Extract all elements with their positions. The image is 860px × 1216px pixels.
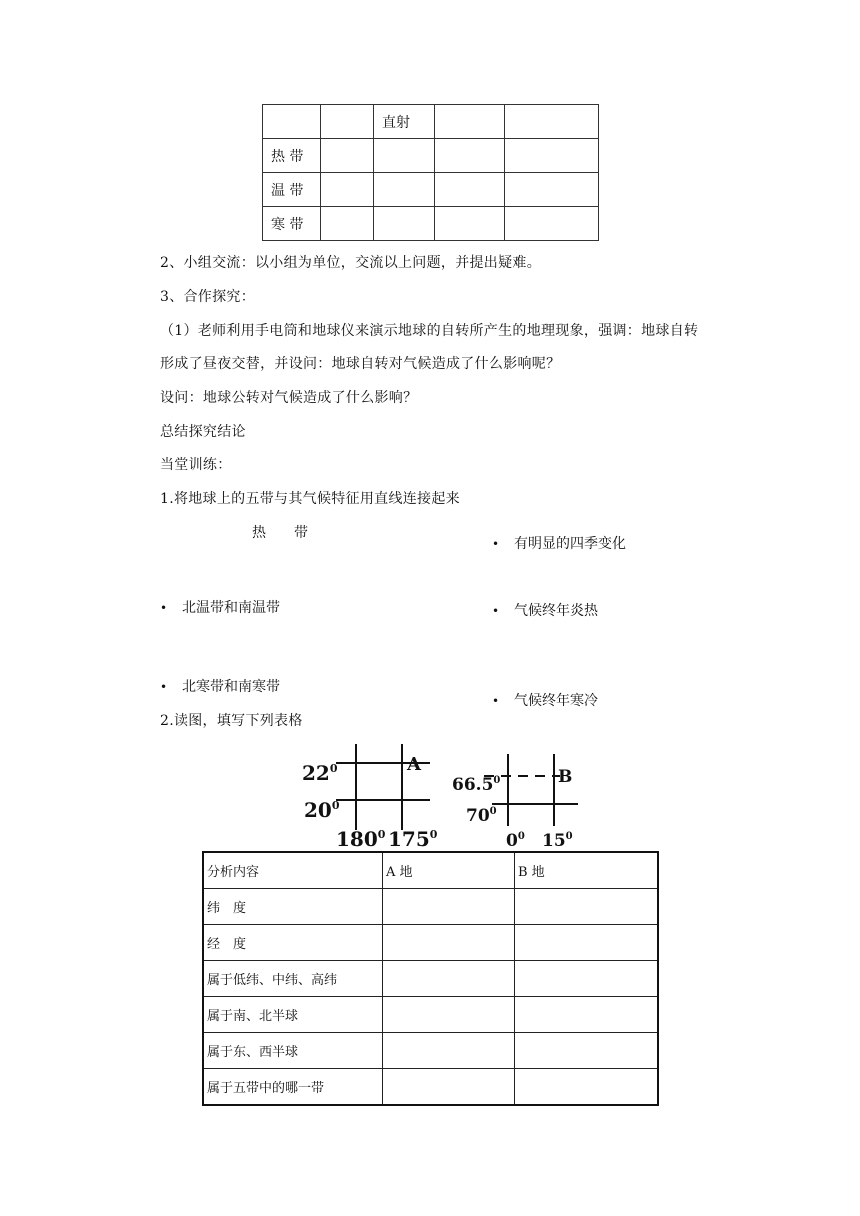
table-row [263,173,599,207]
table-cell [321,173,374,207]
table-row [203,925,658,961]
table-row [263,105,599,139]
map-b-lon-right: $15^0$ [542,831,573,850]
paragraph-exercise-1: 1.将地球上的五带与其气候特征用直线连接起来 [160,491,460,507]
table-cell [383,1069,515,1106]
table-row [263,139,599,173]
paragraph-summary: 总结探究结论 [160,424,246,440]
table-header-cell: 分析内容 [203,852,383,889]
map-b-point-label: B [558,767,573,787]
map-b-lat-top: 66.5$^0$ [452,775,501,795]
bullet-icon: • [492,604,500,618]
paragraph-demo-line2: 形成了昼夜交替，并设问：地球自转对气候造成了什么影响呢？ [160,356,561,372]
table-cell: 属于东、西半球 [203,1033,383,1069]
table-cell: 热 带 [263,139,321,173]
table-cell: 直射 [374,105,435,139]
table-row [263,207,599,241]
table-cell [383,889,515,925]
match-left-item-2: • 北寒带和南寒带 [160,679,280,695]
table-cell [505,139,599,173]
table-cell [515,889,659,925]
table-cell: 温 带 [263,173,321,207]
table-cell [435,207,505,241]
table-cell: 属于五带中的哪一带 [203,1069,383,1106]
table-cell [515,925,659,961]
table-cell [505,173,599,207]
paragraph-demo-line1: （1）老师利用手电筒和地球仪来演示地球的自转所产生的地理现象，强调：地球自转 [160,323,699,339]
paragraph-exercise-2: 2.读图，填写下列表格 [160,713,303,729]
table-row [203,1069,658,1106]
bullet-icon: • [160,680,168,694]
paragraph-question: 设问：地球公转对气候造成了什么影响？ [160,390,418,406]
table-cell: 纬 度 [203,889,383,925]
table-cell [505,105,599,139]
map-a-lon-left: $180^0$ [336,827,386,850]
table-cell [515,961,659,997]
map-a-lat-bottom: $20^0$ [304,798,340,822]
table-cell [374,207,435,241]
table-row [203,1033,658,1069]
table-cell: 属于低纬、中纬、高纬 [203,961,383,997]
table-cell: 寒 带 [263,207,321,241]
match-left-item-1: • 北温带和南温带 [160,600,280,616]
zone-table [262,104,599,241]
table-cell [515,997,659,1033]
map-a-lon-right: $175^0$ [388,827,438,850]
match-left-tropical: 热 带 [252,525,308,541]
paragraph-practice-heading: 当堂训练： [160,457,232,473]
map-b-grid [450,752,585,850]
table-cell [374,173,435,207]
table-cell: 经 度 [203,925,383,961]
map-b-lon-left: $0^0$ [506,831,525,850]
map-b-lat-bottom: $70^0$ [466,806,497,826]
analysis-table [202,851,659,1106]
paragraph-group-discussion: 2、小组交流：以小组为单位，交流以上问题，并提出疑难。 [160,255,542,271]
table-cell [383,961,515,997]
table-cell [374,139,435,173]
table-cell [435,173,505,207]
match-right-item-3: • 气候终年寒冷 [492,693,598,709]
table-cell [263,105,321,139]
table-cell [435,105,505,139]
bullet-icon: • [492,537,500,551]
table-header-row [203,852,658,889]
table-cell: 属于南、北半球 [203,997,383,1033]
table-cell [383,997,515,1033]
table-row [203,889,658,925]
map-a-lat-top: $22^0$ [302,761,338,785]
match-right-item-2: • 气候终年炎热 [492,603,598,619]
paragraph-cooperative-inquiry: 3、合作探究： [160,289,256,305]
map-a-grid [296,740,446,850]
table-cell [515,1069,659,1106]
table-row [203,961,658,997]
table-cell [321,139,374,173]
table-cell [321,105,374,139]
bullet-icon: • [492,694,500,708]
match-right-item-1: • 有明显的四季变化 [492,536,626,552]
table-cell [435,139,505,173]
table-cell [321,207,374,241]
table-cell [515,1033,659,1069]
table-cell [383,1033,515,1069]
table-cell [383,925,515,961]
table-cell [505,207,599,241]
bullet-icon: • [160,601,168,615]
table-row [203,997,658,1033]
table-header-cell: B 地 [515,852,659,889]
map-a-point-label: A [407,754,421,775]
table-header-cell: A 地 [383,852,515,889]
